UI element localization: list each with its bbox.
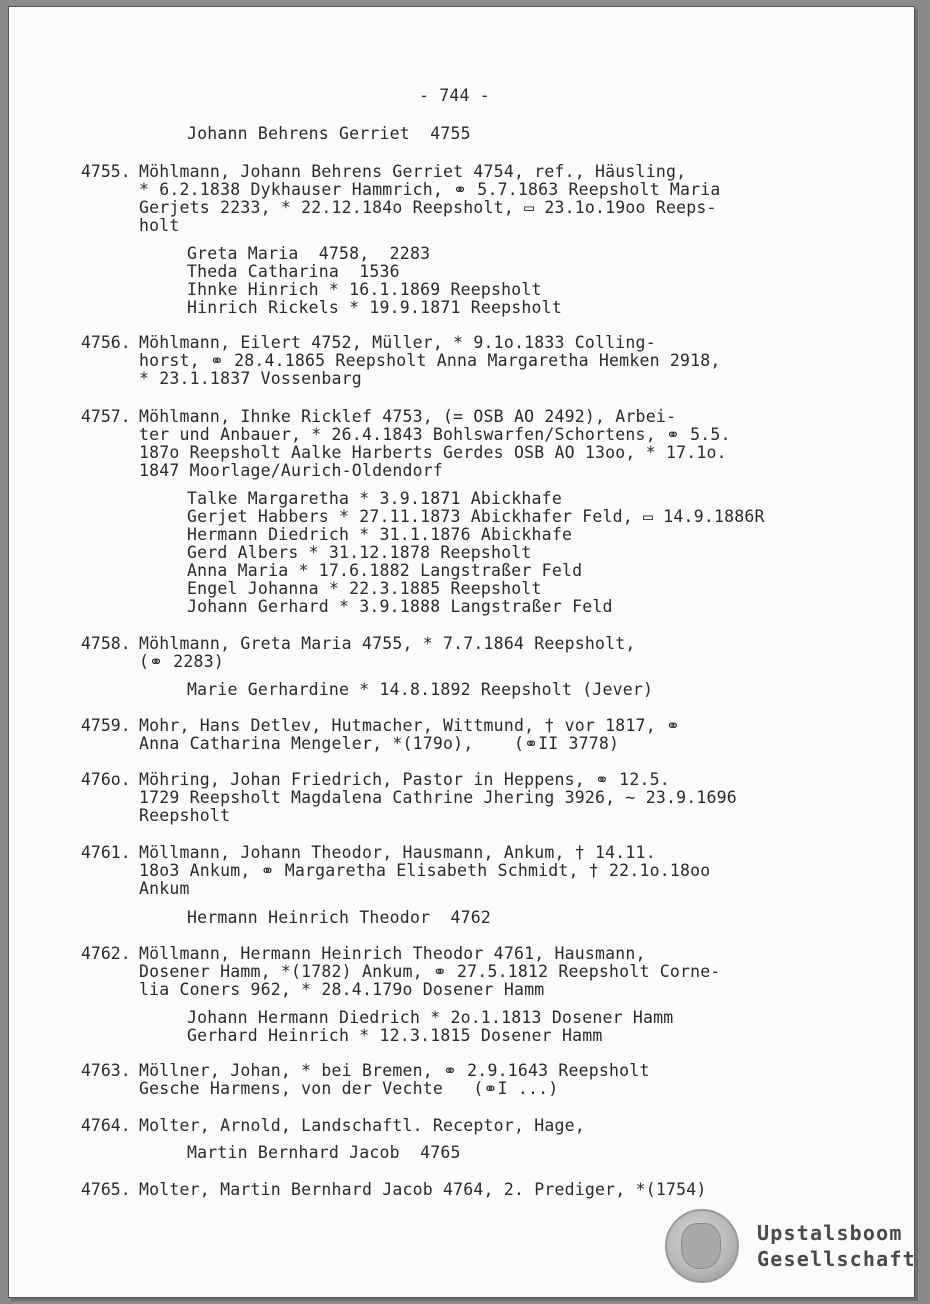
entry-number: 476o. bbox=[81, 770, 131, 789]
entry-number: 4757. bbox=[81, 407, 131, 426]
entry-line: Möhlmann, Johann Behrens Gerriet 4754, ref., Häusling, bbox=[139, 162, 687, 181]
entry-line: 187o Reepsholt Aalke Harberts Gerdes OSB AO 13oo, * 17.1o. bbox=[139, 443, 727, 462]
entry-line: Molter, Martin Bernhard Jacob 4764, 2. Prediger, *(1754) bbox=[139, 1180, 707, 1199]
entry-line: 18o3 Ankum, ⚭ Margaretha Elisabeth Schmidt, † 22.1o.18oo bbox=[139, 861, 711, 880]
child-line: Martin Bernhard Jacob 4765 bbox=[187, 1143, 461, 1162]
child-line: Gerhard Heinrich * 12.3.1815 Dosener Hamm bbox=[187, 1026, 603, 1045]
entry-line: (⚭ 2283) bbox=[139, 652, 224, 671]
entry-line: Mohr, Hans Detlev, Hutmacher, Wittmund, † vor 1817, ⚭ bbox=[139, 716, 680, 735]
child-line: Engel Johanna * 22.3.1885 Reepsholt bbox=[187, 579, 542, 598]
entry-number: 4758. bbox=[81, 634, 131, 653]
entry-line: Möhring, Johan Friedrich, Pastor in Heppens, ⚭ 12.5. bbox=[139, 770, 670, 789]
logo-line-2: Gesellschaft bbox=[757, 1247, 916, 1271]
entry-line: Möllmann, Johann Theodor, Hausmann, Ankum, † 14.11. bbox=[139, 843, 656, 862]
child-line: Theda Catharina 1536 bbox=[187, 262, 400, 281]
entry-line: Anna Catharina Mengeler, *(179o), (⚭II 3778) bbox=[139, 734, 620, 753]
logo-line-1: Upstalsboom bbox=[757, 1221, 903, 1245]
header-child: Johann Behrens Gerriet 4755 bbox=[187, 124, 471, 143]
entry-line: Gerjets 2233, * 22.12.184o Reepsholt, ▭ 23.1o.19oo Reeps- bbox=[139, 198, 717, 217]
entry-line: Möhlmann, Eilert 4752, Müller, * 9.1o.1833 Colling- bbox=[139, 333, 656, 352]
entry-line: Dosener Hamm, *(1782) Ankum, ⚭ 27.5.1812 Reepsholt Corne- bbox=[139, 962, 721, 981]
entry-line: Möllner, Johan, * bei Bremen, ⚭ 2.9.1643 Reepsholt bbox=[139, 1061, 650, 1080]
child-line: Hermann Diedrich * 31.1.1876 Abickhafe bbox=[187, 525, 573, 544]
child-line: Johann Hermann Diedrich * 2o.1.1813 Dosener Hamm bbox=[187, 1008, 674, 1027]
entry-line: Ankum bbox=[139, 879, 190, 898]
entry-line: lia Coners 962, * 28.4.179o Dosener Hamm bbox=[139, 980, 545, 999]
entry-line: 1729 Reepsholt Magdalena Cathrine Jhering 3926, ∼ 23.9.1696 bbox=[139, 788, 737, 807]
entry-number: 4765. bbox=[81, 1180, 131, 1199]
entry-line: 1847 Moorlage/Aurich-Oldendorf bbox=[139, 461, 444, 480]
page-number: - 744 - bbox=[419, 86, 490, 105]
child-line: Hinrich Rickels * 19.9.1871 Reepsholt bbox=[187, 298, 562, 317]
child-line: Johann Gerhard * 3.9.1888 Langstraßer Feld bbox=[187, 597, 613, 616]
child-line: Hermann Heinrich Theodor 4762 bbox=[187, 908, 492, 927]
upstalsboom-logo bbox=[665, 1209, 916, 1285]
entry-line: Möhlmann, Greta Maria 4755, * 7.7.1864 Reepsholt, bbox=[139, 634, 636, 653]
child-line: Anna Maria * 17.6.1882 Langstraßer Feld bbox=[187, 561, 583, 580]
entry-line: * 6.2.1838 Dykhauser Hammrich, ⚭ 5.7.1863 Reepsholt Maria bbox=[139, 180, 721, 199]
entry-line: * 23.1.1837 Vossenbarg bbox=[139, 369, 362, 388]
entry-number: 4762. bbox=[81, 944, 131, 963]
entry-number: 4756. bbox=[81, 333, 131, 352]
child-line: Marie Gerhardine * 14.8.1892 Reepsholt (Jever) bbox=[187, 680, 654, 699]
entry-line: Möhlmann, Ihnke Ricklef 4753, (= OSB AO 2492), Arbei- bbox=[139, 407, 677, 426]
child-line: Gerjet Habbers * 27.11.1873 Abickhafer Feld, ▭ 14.9.1886R bbox=[187, 507, 765, 526]
entry-number: 4755. bbox=[81, 162, 131, 181]
child-line: Gerd Albers * 31.12.1878 Reepsholt bbox=[187, 543, 532, 562]
document-page bbox=[8, 6, 915, 1298]
entry-line: Molter, Arnold, Landschaftl. Receptor, Hage, bbox=[139, 1116, 585, 1135]
entry-line: Reepsholt bbox=[139, 806, 231, 825]
entry-number: 4764. bbox=[81, 1116, 131, 1135]
child-line: Ihnke Hinrich * 16.1.1869 Reepsholt bbox=[187, 280, 542, 299]
entry-line: Gesche Harmens, von der Vechte (⚭I ...) bbox=[139, 1079, 559, 1098]
entry-number: 4761. bbox=[81, 843, 131, 862]
child-line: Talke Margaretha * 3.9.1871 Abickhafe bbox=[187, 489, 562, 508]
entry-number: 4763. bbox=[81, 1061, 131, 1080]
entry-line: horst, ⚭ 28.4.1865 Reepsholt Anna Margaretha Hemken 2918, bbox=[139, 351, 721, 370]
seal-icon bbox=[665, 1209, 739, 1283]
entry-number: 4759. bbox=[81, 716, 131, 735]
entry-line: holt bbox=[139, 216, 180, 235]
child-line: Greta Maria 4758, 2283 bbox=[187, 244, 431, 263]
entry-line: ter und Anbauer, * 26.4.1843 Bohlswarfen/Schortens, ⚭ 5.5. bbox=[139, 425, 731, 444]
entry-line: Möllmann, Hermann Heinrich Theodor 4761, Hausmann, bbox=[139, 944, 646, 963]
